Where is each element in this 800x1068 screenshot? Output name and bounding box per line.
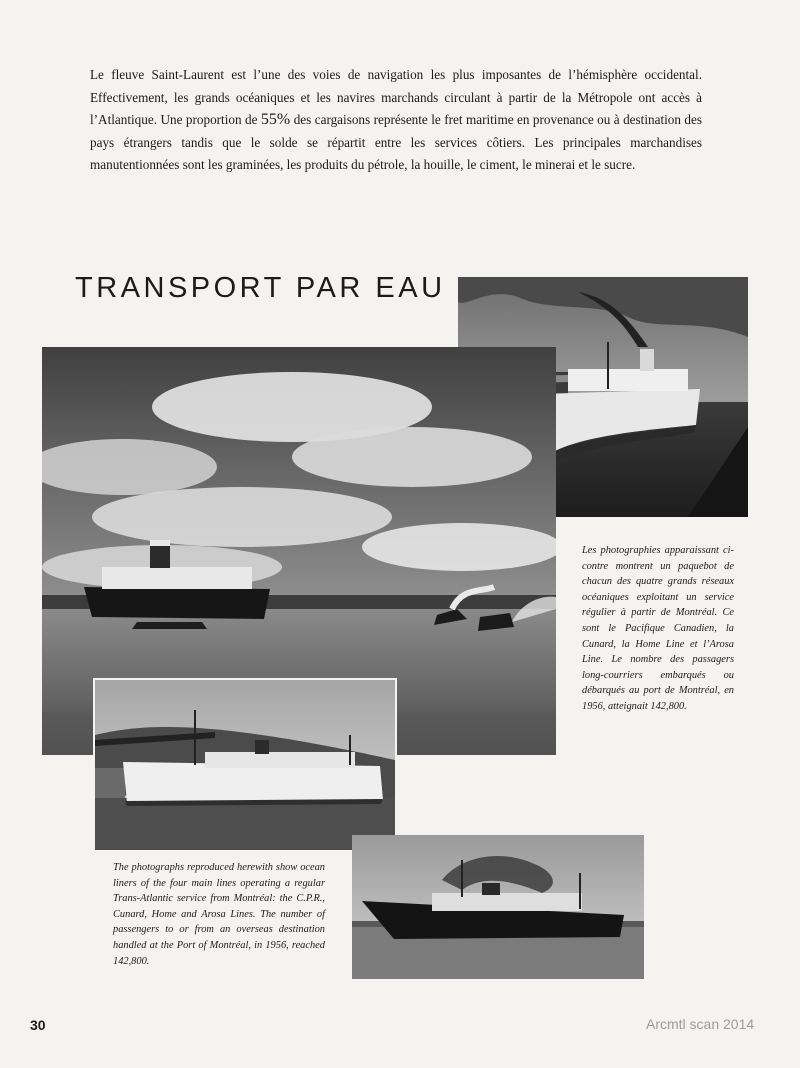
intro-text-before: Le fleuve Saint-Laurent est l’une des voies de navigation les plus imposantes de l’hémisphère occidental. Effectivement, les grands océaniques et les navires marchands circulant à partir de la Métropole ont accès à l’Atlantique. Une proportion de: [90, 67, 702, 127]
intro-percent: 55%: [260, 111, 291, 128]
intro-paragraph: [90, 64, 702, 177]
caption-french: Les photographies apparaissant ci-contre montrent un paquebot de chacun des quatre grands réseaux océaniques exploitant un service régulier à partir de Montréal. Ce sont le Pacifique Canadien, la Cunard, la Home Line et l’Arosa Line. Le nombre des passagers long-courriers embarqués ou débarqués au port de Montréal, en 1956, atteignait 142,800.: [582, 545, 734, 712]
scan-watermark: Arcmtl scan 2014: [646, 1016, 755, 1032]
page-number: 30: [30, 1017, 46, 1033]
photo-dark-hull-liner: [352, 835, 644, 979]
caption-english: The photographs reproduced herewith show ocean liners of the four main lines operating a regular Trans-Atlantic service from Montréal: the C.P.R., Cunard, Home and Arosa Lines. The number of passengers to or from an overseas destination handled at the Port of Montréal, in 1956, reached 142,800.: [113, 862, 325, 967]
section-heading: TRANSPORT PAR EAU: [75, 272, 446, 304]
photo-liner-by-bridge: [93, 678, 397, 852]
intro-text-after: des cargaisons représente le fret maritime en provenance ou à destination des pays étrangers tandis que le solde se répartit entre les services côtiers. Les principales marchandises manutentionnées sont les graminées, les produits du pétrole, la houille, le ciment, le minerai et le sucre.: [90, 112, 702, 172]
